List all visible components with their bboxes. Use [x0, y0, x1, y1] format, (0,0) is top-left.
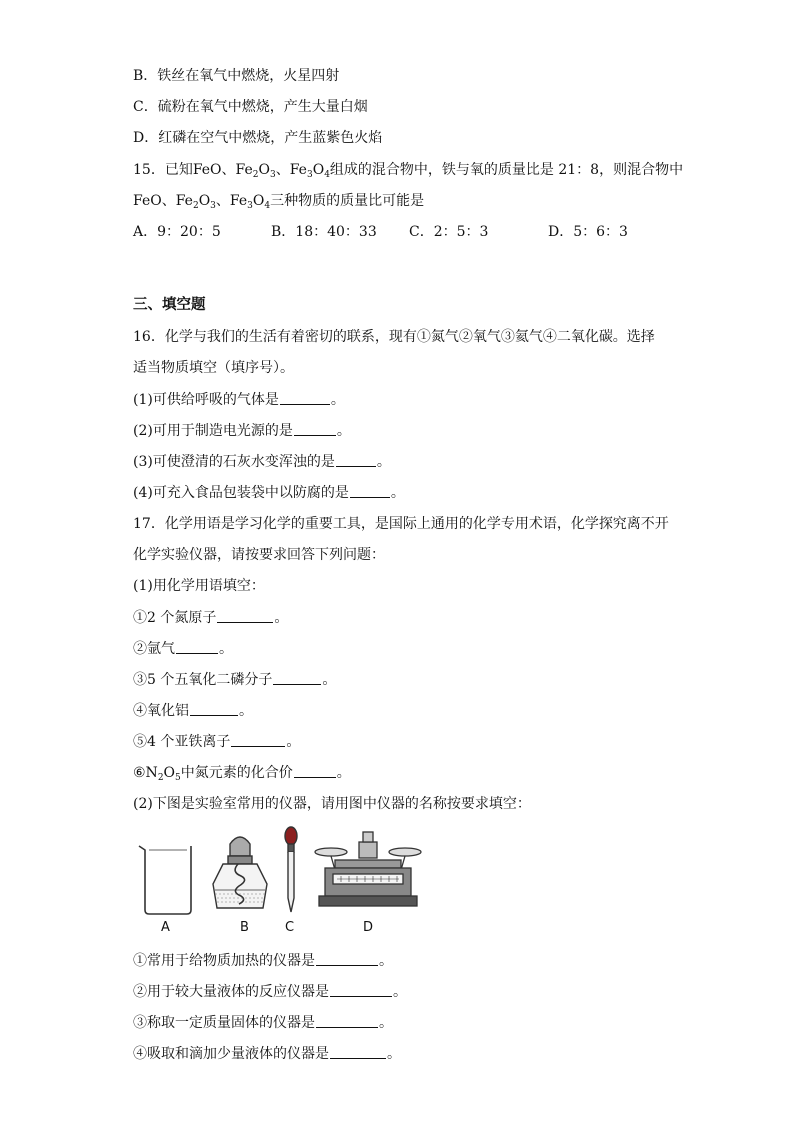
figure-label-b: B — [240, 920, 249, 935]
q17-fig-question-3: ③称取一定质量固体的仪器是 。 — [133, 1015, 393, 1031]
q16-item-4: (4)可充入食品包装袋中以防腐的是 。 — [133, 485, 405, 501]
answer-blank[interactable] — [350, 483, 390, 498]
answer-blank[interactable] — [336, 452, 376, 467]
answer-blank[interactable] — [316, 1013, 378, 1028]
figure-label-d: D — [363, 920, 374, 935]
q17-sub-item-6: $⑥N_2O_5$中氮元素的化合价 。 — [133, 765, 351, 783]
q17-stem-line1: 17．化学用语是学习化学的重要工具，是国际上通用的化学专用术语，化学探究离不开 — [133, 516, 669, 532]
q16-stem-line2: 适当物质填空（填序号）。 — [133, 360, 294, 376]
instruments-drawing — [135, 826, 435, 916]
q14-option-c: C．硫粉在氧气中燃烧，产生大量白烟 — [133, 99, 368, 115]
q16-item-3: (3)可使澄清的石灰水变浑浊的是 。 — [133, 454, 391, 470]
answer-blank[interactable] — [176, 639, 218, 654]
q14-option-b: B．铁丝在氧气中燃烧，火星四射 — [133, 68, 340, 84]
q16-stem-line1: 16．化学与我们的生活有着密切的联系，现有①氮气②氧气③氦气④二氧化碳。选择 — [133, 329, 655, 345]
q16-item-1: (1)可供给呼吸的气体是 。 — [133, 392, 345, 408]
q17-fig-question-2: ②用于较大量液体的反应仪器是 。 — [133, 984, 407, 1000]
q17-fig-question-4: ④吸取和滴加少量液体的仪器是 。 — [133, 1046, 401, 1062]
balance-icon — [315, 832, 421, 906]
figure-label-c: C — [285, 920, 295, 935]
answer-blank[interactable] — [330, 1044, 386, 1059]
q17-sub-item-5: ⑤4 个亚铁离子 。 — [133, 734, 301, 750]
alcohol-lamp-icon — [213, 837, 267, 908]
dropper-icon — [285, 827, 297, 912]
q15-option-d: D．5：6：3 — [548, 224, 628, 240]
figure-label-a: A — [161, 920, 170, 935]
answer-blank[interactable] — [190, 701, 238, 716]
answer-blank[interactable] — [217, 608, 273, 623]
answer-blank[interactable] — [330, 982, 392, 997]
q17-fig-question-1: ①常用于给物质加热的仪器是 。 — [133, 953, 393, 969]
q17-part1-title: (1)用化学用语填空： — [133, 578, 265, 594]
answer-blank[interactable] — [280, 390, 330, 405]
q16-item-2: (2)可用于制造电光源的是 。 — [133, 423, 351, 439]
q15-option-a: A．9：20：5 — [133, 224, 221, 240]
answer-blank[interactable] — [294, 763, 336, 778]
q17-part2-title: (2)下图是实验室常用的仪器，请用图中仪器的名称按要求填空： — [133, 796, 531, 812]
q17-sub-item-3: ③5 个五氧化二磷分子 。 — [133, 672, 337, 688]
section-title: 三、填空题 — [133, 296, 206, 313]
q15-option-c: C．2：5：3 — [409, 224, 489, 240]
q15-stem-line1: 15．已知FeO、$Fe_2O_3$、$Fe_3O_4$组成的混合物中，铁与氧的质量比是 21：8，则混合物中 — [133, 162, 684, 180]
q17-sub-item-2: ②氩气 。 — [133, 641, 233, 657]
q17-stem-line2: 化学实验仪器，请按要求回答下列问题： — [133, 547, 385, 563]
q17-sub-item-1: ①2 个氮原子 。 — [133, 610, 289, 626]
lab-instruments-figure — [135, 826, 435, 936]
q14-option-d: D．红磷在空气中燃烧，产生蓝紫色火焰 — [133, 130, 383, 146]
q15-option-b: B．18：40：33 — [271, 224, 377, 240]
answer-blank[interactable] — [294, 421, 336, 436]
answer-blank[interactable] — [273, 670, 321, 685]
answer-blank[interactable] — [231, 732, 285, 747]
beaker-icon — [139, 846, 191, 914]
q15-stem-line2: FeO、$Fe_2O_3$、$Fe_3O_4$三种物质的质量比可能是 — [133, 193, 425, 211]
answer-blank[interactable] — [316, 951, 378, 966]
q17-sub-item-4: ④氧化铝 。 — [133, 703, 253, 719]
